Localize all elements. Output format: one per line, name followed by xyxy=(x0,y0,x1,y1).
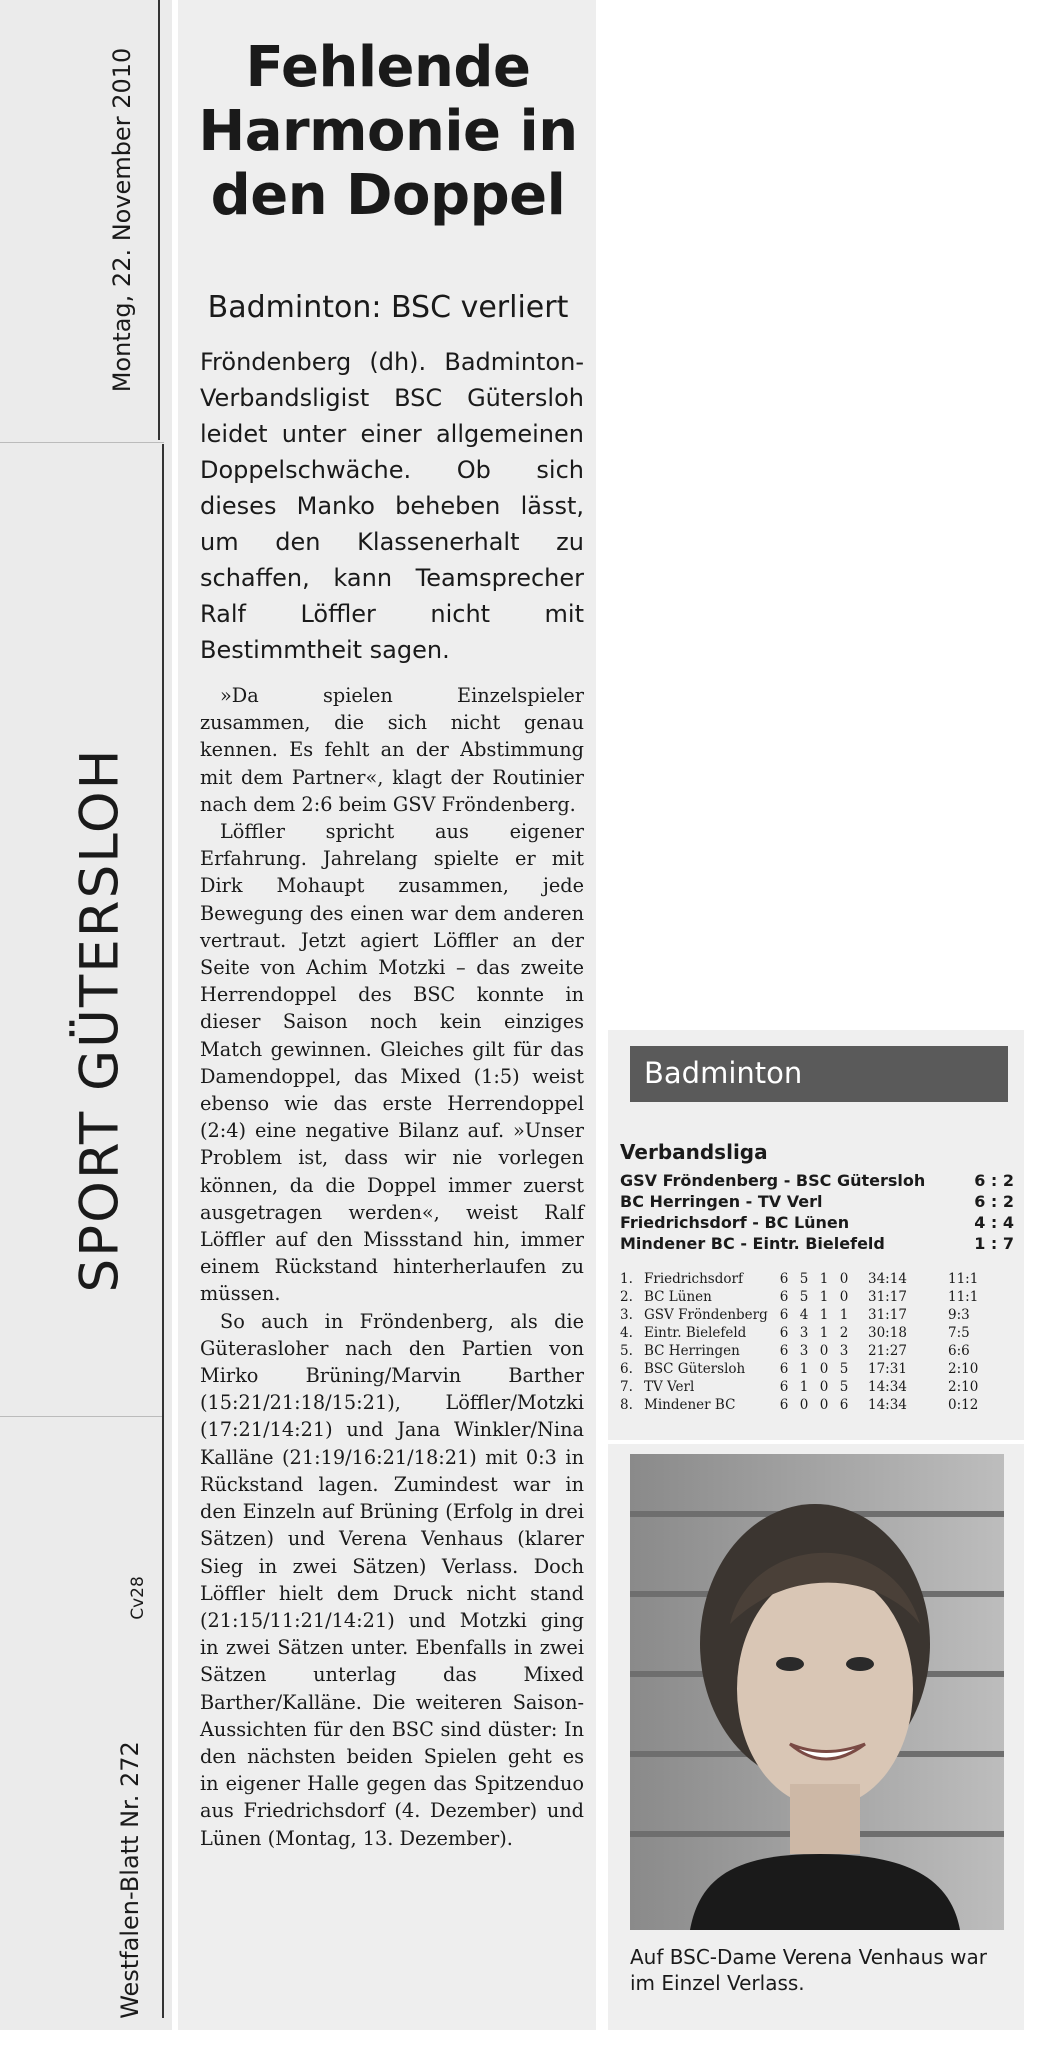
results-box xyxy=(608,1030,1024,1440)
photo-block xyxy=(608,1444,1024,2030)
draws-cell: 1 xyxy=(819,1289,829,1305)
wins-cell: 1 xyxy=(799,1379,809,1395)
team-name-cell: BC Lünen xyxy=(644,1289,712,1305)
match-score: 6 : 2 xyxy=(974,1192,1014,1211)
league-name: Verbandsliga xyxy=(620,1140,768,1164)
article-body xyxy=(200,682,584,1852)
subheadline: Badminton: BSC verliert xyxy=(207,290,569,325)
rank-cell: 1. xyxy=(620,1271,633,1287)
body-paragraph: So auch in Fröndenberg, als die Güterasloher nach den Partien von Mirko Brüning/Marvin Barther (15:21/21:18/15:21), Löffler/Motzki (17:21/14:21) und Jana Winkler/Nina Kalläne (21:19/16:21/18:21) mit 0:3 in Rückstand lagen. Zumindest war in den Einzeln auf Brüning (Erfolg in drei Sätzen) und Verena Venhaus (klarer Sieg in zwei Sätzen) Verlass. Doch Löffler hielt dem Druck nicht stand (21:15/11:21/14:21) und Motzki ging in zwei Sätzen unter. Ebenfalls in zwei Sätzen unterlag das Mixed Barther/Kalläne. Die weiteren Saison-Aussichten für den BSC sind düster: In den nächsten beiden Spielen geht es in eigener Halle gegen das Spitzenduo aus Friedrichsdorf (4. Dezember) und Lünen (Montag, 13. Dezember). xyxy=(200,1309,584,1850)
wins-cell: 3 xyxy=(799,1325,809,1341)
losses-cell: 0 xyxy=(839,1271,849,1287)
sets-cell: 30:18 xyxy=(868,1325,907,1341)
sets-cell: 34:14 xyxy=(868,1271,907,1287)
losses-cell: 1 xyxy=(839,1307,849,1323)
points-cell: 2:10 xyxy=(948,1379,979,1395)
games-cell: 6 xyxy=(779,1289,789,1305)
draws-cell: 0 xyxy=(819,1343,829,1359)
match-label: Mindener BC - Eintr. Bielefeld xyxy=(620,1234,885,1253)
rank-cell: 8. xyxy=(620,1397,633,1413)
standings-row xyxy=(620,1396,1014,1414)
games-cell: 6 xyxy=(779,1397,789,1413)
losses-cell: 6 xyxy=(839,1397,849,1413)
newspaper-name: Westfalen-Blatt Nr. 272 xyxy=(116,1741,144,2019)
games-cell: 6 xyxy=(779,1307,789,1323)
rank-cell: 7. xyxy=(620,1379,633,1395)
standings-row xyxy=(620,1306,1014,1324)
draws-cell: 0 xyxy=(819,1397,829,1413)
rank-cell: 4. xyxy=(620,1325,633,1341)
team-name-cell: BSC Gütersloh xyxy=(644,1361,746,1377)
article xyxy=(178,0,596,2030)
wins-cell: 4 xyxy=(799,1307,809,1323)
player-photo xyxy=(630,1454,1004,1930)
box-header xyxy=(630,1046,1008,1102)
standings-row xyxy=(620,1378,1014,1396)
section-title: SPORT GÜTERSLOH xyxy=(69,747,131,1293)
rank-cell: 2. xyxy=(620,1289,633,1305)
result-row xyxy=(620,1191,1014,1212)
standings-row xyxy=(620,1288,1014,1306)
games-cell: 6 xyxy=(779,1325,789,1341)
wins-cell: 0 xyxy=(799,1397,809,1413)
sets-cell: 21:27 xyxy=(868,1343,907,1359)
points-cell: 6:6 xyxy=(948,1343,970,1359)
losses-cell: 5 xyxy=(839,1379,849,1395)
team-name-cell: Eintr. Bielefeld xyxy=(644,1325,747,1341)
rank-cell: 5. xyxy=(620,1343,633,1359)
draws-cell: 1 xyxy=(819,1325,829,1341)
standings-row xyxy=(620,1324,1014,1342)
draws-cell: 0 xyxy=(819,1379,829,1395)
losses-cell: 5 xyxy=(839,1361,849,1377)
team-name-cell: GSV Fröndenberg xyxy=(644,1307,768,1323)
losses-cell: 3 xyxy=(839,1343,849,1359)
match-score: 1 : 7 xyxy=(974,1234,1014,1253)
sets-cell: 14:34 xyxy=(868,1379,907,1395)
points-cell: 0:12 xyxy=(948,1397,979,1413)
draws-cell: 0 xyxy=(819,1361,829,1377)
points-cell: 9:3 xyxy=(948,1307,970,1323)
sets-cell: 31:17 xyxy=(868,1289,907,1305)
standings-row xyxy=(620,1360,1014,1378)
games-cell: 6 xyxy=(779,1361,789,1377)
wins-cell: 1 xyxy=(799,1361,809,1377)
issue-date: Montag, 22. November 2010 xyxy=(108,47,136,393)
result-row xyxy=(620,1212,1014,1233)
games-cell: 6 xyxy=(779,1379,789,1395)
rank-cell: 3. xyxy=(620,1307,633,1323)
body-paragraph: »Da spielen Einzelspieler zusammen, die sich nicht genau kennen. Es fehlt an der Abstimmung mit dem Partner«, klagt der Routinier nach dem 2:6 beim GSV Fröndenberg. xyxy=(200,684,584,816)
points-cell: 7:5 xyxy=(948,1325,970,1341)
match-score: 4 : 4 xyxy=(974,1213,1014,1232)
draws-cell: 1 xyxy=(819,1307,829,1323)
draws-cell: 1 xyxy=(819,1271,829,1287)
team-name-cell: BC Herringen xyxy=(644,1343,740,1359)
games-cell: 6 xyxy=(779,1343,789,1359)
divider xyxy=(0,442,164,443)
headline: Fehlende Harmonie in den Doppel xyxy=(198,35,578,228)
games-cell: 6 xyxy=(779,1271,789,1287)
rank-cell: 6. xyxy=(620,1361,633,1377)
box-title: Badminton xyxy=(644,1056,803,1090)
results-list xyxy=(620,1170,1014,1254)
divider xyxy=(162,444,164,2018)
sets-cell: 14:34 xyxy=(868,1397,907,1413)
wins-cell: 3 xyxy=(799,1343,809,1359)
result-row xyxy=(620,1170,1014,1191)
sets-cell: 31:17 xyxy=(868,1307,907,1323)
losses-cell: 2 xyxy=(839,1325,849,1341)
team-name-cell: Mindener BC xyxy=(644,1397,736,1413)
photo-caption: Auf BSC-Dame Verena Venhaus war im Einzel Verlass. xyxy=(630,1945,987,1995)
divider xyxy=(0,1416,164,1417)
body-paragraph: Löffler spricht aus eigener Erfahrung. Jahrelang spielte er mit Dirk Mohaupt zusammen, jede Bewegung des einen war dem anderen vertraut. Jetzt agiert Löffler an der Seite von Achim Motzki – das zweite Herrendoppel des BSC konnte in dieser Saison noch kein einziges Match gewinnen. Gleiches gilt für das Damendoppel, das Mixed (1:5) weist ebenso wie das erste Herrendoppel (2:4) eine negative Bilanz auf. »Unser Problem ist, dass wir nie vorlegen können, da die Doppel immer zuerst ausgetragen werden«, weist Ralf Löffler auf den Missstand hin, immer einem Rückstand hinterherlaufen zu müssen. xyxy=(200,820,584,1306)
points-cell: 2:10 xyxy=(948,1361,979,1377)
page-code: Cv28 xyxy=(128,1576,148,1620)
losses-cell: 0 xyxy=(839,1289,849,1305)
team-name-cell: Friedrichsdorf xyxy=(644,1271,743,1287)
wins-cell: 5 xyxy=(799,1289,809,1305)
points-cell: 11:1 xyxy=(948,1289,979,1305)
standings-row xyxy=(620,1342,1014,1360)
side-strip xyxy=(0,0,172,2030)
match-score: 6 : 2 xyxy=(974,1171,1014,1190)
match-label: BC Herringen - TV Verl xyxy=(620,1192,823,1211)
team-name-cell: TV Verl xyxy=(644,1379,695,1395)
points-cell: 11:1 xyxy=(948,1271,979,1287)
standings-table xyxy=(620,1270,1014,1414)
match-label: GSV Fröndenberg - BSC Gütersloh xyxy=(620,1171,926,1190)
sets-cell: 17:31 xyxy=(868,1361,907,1377)
lead-paragraph: Fröndenberg (dh). Badminton-Verbandsligist BSC Gütersloh leidet unter einer allgemeinen Doppelschwäche. Ob sich dieses Manko beheben lässt, um den Klassenerhalt zu schaffen, kann Teamsprecher Ralf Löffler nicht mit Bestimmtheit sagen. xyxy=(200,348,584,664)
wins-cell: 5 xyxy=(799,1271,809,1287)
standings-row xyxy=(620,1270,1014,1288)
result-row xyxy=(620,1233,1014,1254)
date-panel xyxy=(0,0,160,440)
match-label: Friedrichsdorf - BC Lünen xyxy=(620,1213,850,1232)
player-photo-image xyxy=(630,1454,1004,1930)
